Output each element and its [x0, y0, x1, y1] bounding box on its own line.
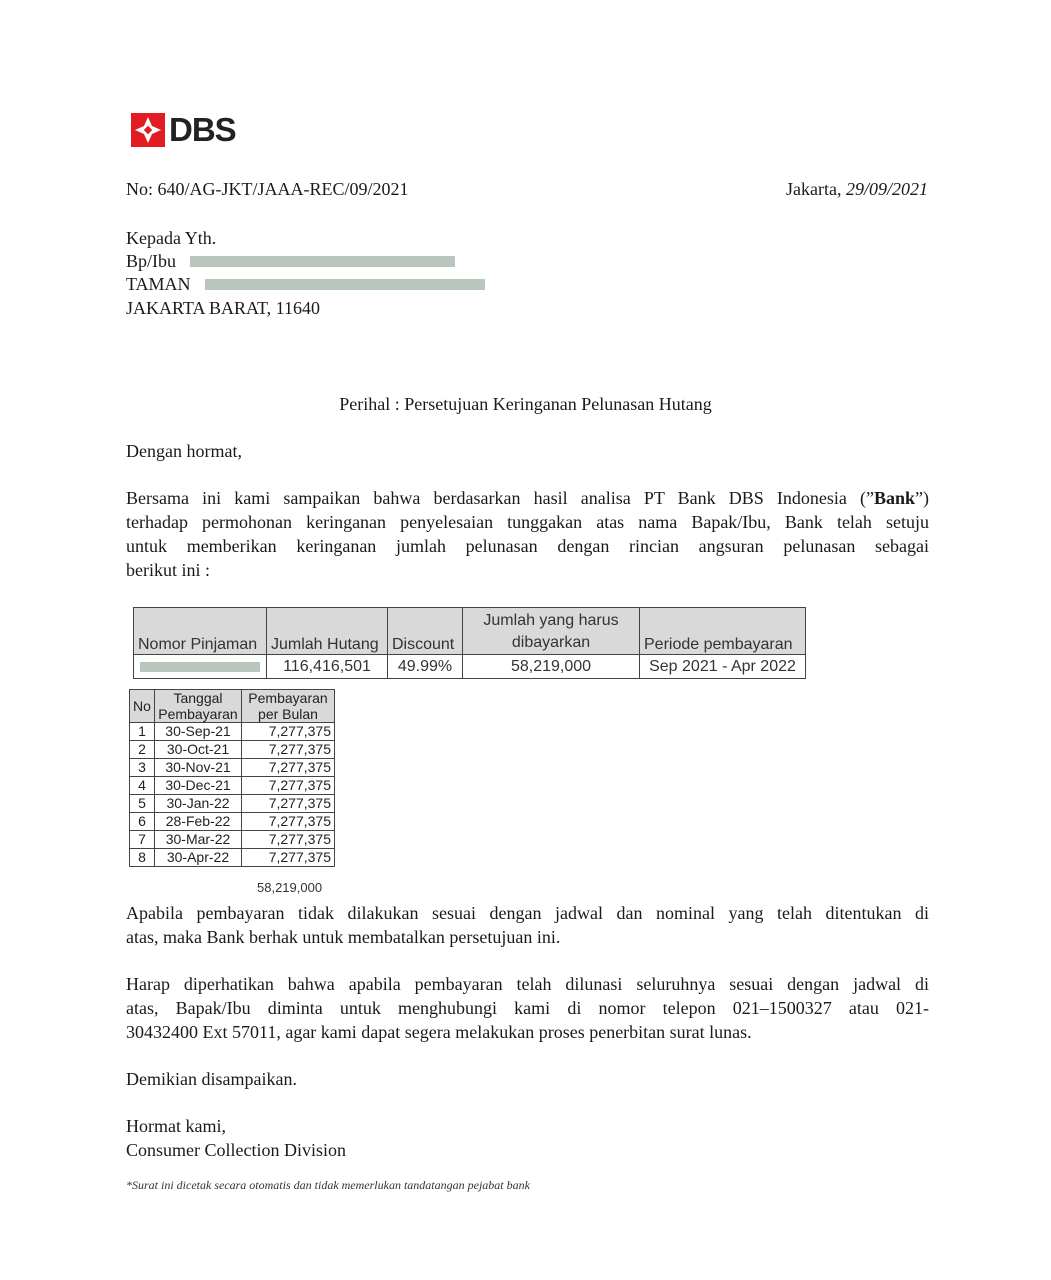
schedule-row-date: 30-Oct-21 — [155, 741, 242, 759]
paragraph-contact-line2: atas, Bapak/Ibu diminta untuk menghubungi kami di nomor telepon 021–1500327 atau 021- — [126, 998, 929, 1018]
redacted-loan-number — [140, 662, 260, 672]
schedule-row — [130, 795, 335, 813]
schedule-header-row — [130, 690, 335, 723]
schedule-row — [130, 777, 335, 795]
header-pembayaran: Pembayaran per Bulan — [242, 690, 335, 723]
loan-number-cell — [134, 655, 267, 679]
signoff-line1: Hormat kami, — [126, 1116, 226, 1136]
summary-table — [133, 607, 806, 679]
paragraph-approval-line2: terhadap permohonan keringanan penyelesaian tunggakan atas nama Bapak/Ibu, Bank telah setuju — [126, 512, 929, 532]
schedule-row-amount: 7,277,375 — [242, 777, 335, 795]
header-no: No — [130, 690, 155, 723]
paragraph-approval-line3: untuk memberikan keringanan jumlah pelunasan dengan rincian angsuran pelunasan sebagai — [126, 536, 929, 556]
header-tanggal: Tanggal Pembayaran — [155, 690, 242, 723]
schedule-row-amount: 7,277,375 — [242, 831, 335, 849]
periode-value: Sep 2021 - Apr 2022 — [640, 655, 806, 679]
schedule-row-no: 2 — [130, 741, 155, 759]
dbs-star-icon — [131, 113, 165, 147]
schedule-row-amount: 7,277,375 — [242, 813, 335, 831]
letter-date-value: 29/09/2021 — [845, 179, 928, 199]
recipient-greeting: Kepada Yth. — [126, 228, 217, 248]
summary-data-row — [134, 655, 806, 679]
summary-header-row — [134, 608, 806, 655]
schedule-row — [130, 759, 335, 777]
schedule-row-no: 8 — [130, 849, 155, 867]
salutation: Dengan hormat, — [126, 441, 242, 461]
schedule-row-no: 4 — [130, 777, 155, 795]
schedule-table — [129, 689, 335, 867]
bank-term: Bank — [873, 488, 916, 508]
schedule-row-amount: 7,277,375 — [242, 795, 335, 813]
letter-subject: Perihal : Persetujuan Keringanan Pelunasan Hutang — [339, 394, 712, 414]
paragraph-approval-line4: berikut ini : — [126, 560, 210, 580]
schedule-row-no: 7 — [130, 831, 155, 849]
schedule-row-no: 1 — [130, 723, 155, 741]
jumlah-hutang-value: 116,416,501 — [267, 655, 388, 679]
schedule-row-date: 30-Mar-22 — [155, 831, 242, 849]
bank-logo — [131, 113, 236, 147]
schedule-row-amount: 7,277,375 — [242, 723, 335, 741]
paragraph-contact — [126, 972, 929, 1044]
redacted-recipient-address — [205, 279, 485, 290]
redacted-recipient-name — [190, 256, 455, 267]
header-jumlah-hutang: Jumlah Hutang — [267, 608, 388, 655]
header-discount: Discount — [388, 608, 463, 655]
schedule-row-amount: 7,277,375 — [242, 741, 335, 759]
recipient-city: JAKARTA BARAT, 11640 — [126, 298, 320, 318]
paragraph-approval — [126, 486, 929, 582]
header-periode: Periode pembayaran — [640, 608, 806, 655]
schedule-row-date: 30-Dec-21 — [155, 777, 242, 795]
schedule-row-amount: 7,277,375 — [242, 849, 335, 867]
schedule-row-date: 30-Nov-21 — [155, 759, 242, 777]
schedule-row — [130, 849, 335, 867]
schedule-row-no: 3 — [130, 759, 155, 777]
header-nomor-pinjaman: Nomor Pinjaman — [134, 608, 267, 655]
paragraph-warning-line1: Apabila pembayaran tidak dilakukan sesuai dengan jadwal dan nominal yang telah ditentukan di — [126, 903, 929, 923]
header-jumlah-bayar: Jumlah yang harus dibayarkan — [463, 608, 640, 655]
paragraph-warning — [126, 901, 929, 949]
paragraph-contact-line1: Harap diperhatikan bahwa apabila pembayaran telah dilunasi seluruhnya sesuai dengan jadwal di — [126, 974, 929, 994]
closing-line: Demikian disampaikan. — [126, 1069, 297, 1089]
schedule-row-date: 30-Sep-21 — [155, 723, 242, 741]
schedule-row-amount: 7,277,375 — [242, 759, 335, 777]
schedule-row — [130, 741, 335, 759]
reference-number: No: 640/AG-JKT/JAAA-REC/09/2021 — [126, 179, 409, 199]
schedule-row-no: 6 — [130, 813, 155, 831]
paragraph-warning-line2: atas, maka Bank berhak untuk membatalkan persetujuan ini. — [126, 927, 561, 947]
discount-value: 49.99% — [388, 655, 463, 679]
schedule-row-date: 30-Jan-22 — [155, 795, 242, 813]
schedule-total: 58,219,000 — [257, 880, 323, 895]
paragraph-approval-line1: Bersama ini kami sampaikan bahwa berdasarkan hasil analisa PT Bank DBS Indonesia (”Bank”) — [126, 488, 929, 508]
recipient-address-prefix: TAMAN — [126, 274, 191, 294]
jumlah-bayar-value: 58,219,000 — [463, 655, 640, 679]
paragraph-contact-line3: 30432400 Ext 57011, agar kami dapat segera melakukan proses penerbitan surat lunas. — [126, 1022, 752, 1042]
logo-text: DBS — [169, 111, 236, 148]
schedule-row-no: 5 — [130, 795, 155, 813]
schedule-row — [130, 831, 335, 849]
schedule-row — [130, 723, 335, 741]
letter-date — [786, 177, 928, 201]
signoff-division: Consumer Collection Division — [126, 1140, 346, 1160]
schedule-row-date: 28-Feb-22 — [155, 813, 242, 831]
letter-city: Jakarta, — [786, 179, 842, 199]
footnote: *Surat ini dicetak secara otomatis dan tidak memerlukan tandatangan pejabat bank — [126, 1178, 530, 1192]
recipient-name-prefix: Bp/Ibu — [126, 251, 177, 271]
schedule-row-date: 30-Apr-22 — [155, 849, 242, 867]
schedule-row — [130, 813, 335, 831]
